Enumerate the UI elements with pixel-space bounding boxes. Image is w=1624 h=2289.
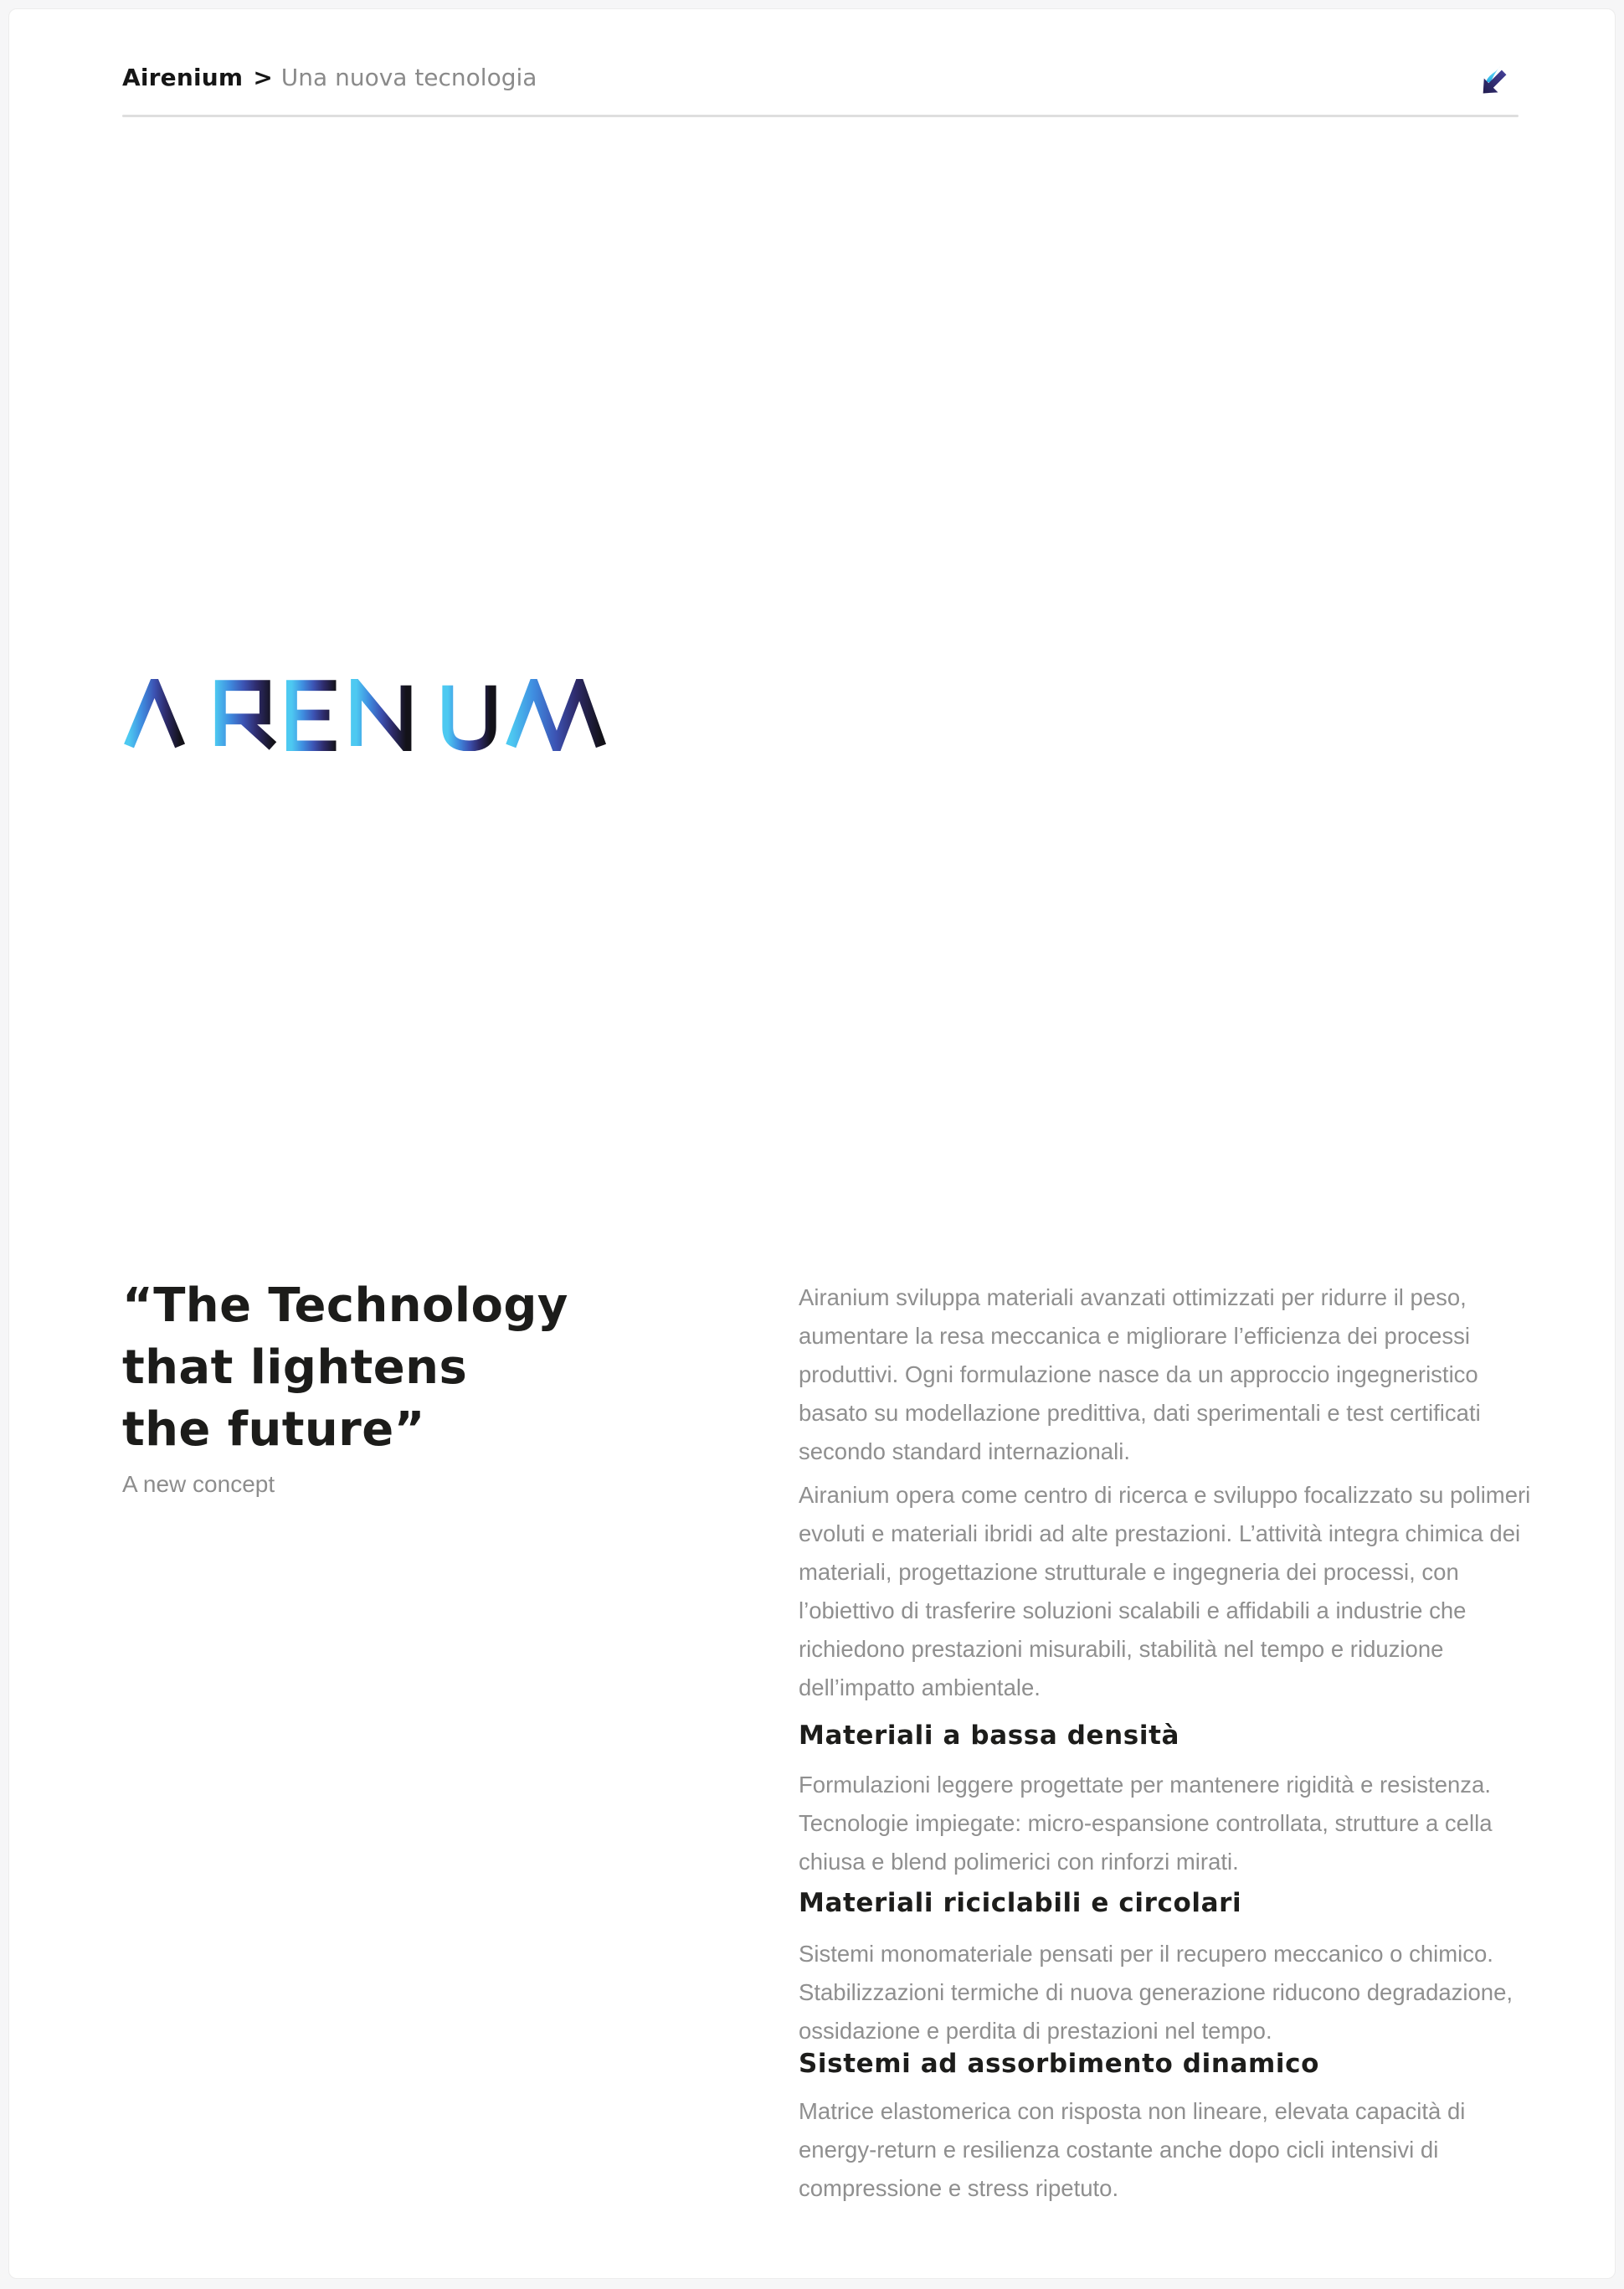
hero-subtitle: A new concept (122, 1471, 275, 1497)
hero-quote-heading (122, 1275, 708, 1461)
breadcrumb-separator: > (253, 64, 273, 91)
hero-line-2: that lightens (122, 1340, 468, 1395)
breadcrumb-current: Una nuova tecnologia (280, 64, 537, 91)
airenium-mark-icon[interactable] (1479, 64, 1509, 98)
hero-line-1: “The Technology (122, 1278, 568, 1333)
hero-line-3: the future” (122, 1402, 425, 1457)
section-title-recyclable: Materiali riciclabili e circolari (799, 1888, 1242, 1918)
intro-paragraph-2: Airanium opera come centro di ricerca e sviluppo focalizzato su polimeri evoluti e materiali ibridi ad alte prestazioni. L’attività integra chimica dei materiali, progettazione strutturale e ingegneria dei processi, con l’obiettivo di trasferire soluzioni scalabili e affidabili a industrie che richiedono prestazioni misurabili, stabilità nel tempo e riduzione dell’impatto ambientale. (799, 1482, 1531, 1700)
section-title-low-density: Materiali a bassa densità (799, 1721, 1180, 1751)
section-body-low-density: Formulazioni leggere progettate per mantenere rigidità e resistenza. Tecnologie impiegate: micro-espansione controllata, strutture a cella chiusa e blend polimerici con rinforzi mirati. (799, 1772, 1493, 1875)
header-divider (122, 115, 1519, 117)
page-card (8, 8, 1616, 2279)
breadcrumb-brand-link[interactable]: Airenium (122, 64, 244, 91)
section-body-recyclable: Sistemi monomateriale pensati per il recupero meccanico o chimico. Stabilizzazioni termiche di nuova generazione riducono degradazione, ossidazione e perdita di prestazioni nel tempo. (799, 1941, 1514, 2044)
section-title-dynamic-absorption: Sistemi ad assorbimento dinamico (799, 2049, 1320, 2079)
intro-paragraph-1: Airanium sviluppa materiali avanzati ottimizzati per ridurre il peso, aumentare la resa meccanica e migliorare l’efficienza dei processi produttivi. Ogni formulazione nasce da un approccio ingegneristico basato su modellazione predittiva, dati sperimentali e test certificati secondo standard internazionali. (799, 1284, 1481, 1464)
airenium-wordmark-logo (122, 679, 608, 751)
hero-section (122, 1275, 708, 1498)
section-body-dynamic-absorption: Matrice elastomerica con risposta non lineare, elevata capacità di energy-return e resilienza costante anche dopo cicli intensivi di compressione e stress ripetuto. (799, 2098, 1466, 2201)
breadcrumb (122, 63, 537, 93)
